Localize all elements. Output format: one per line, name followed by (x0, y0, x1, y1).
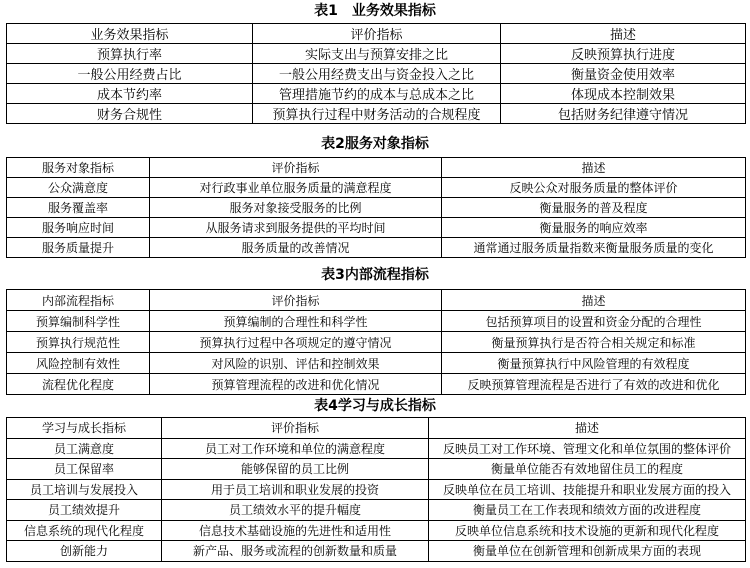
table4 (6, 417, 746, 562)
table-header-row (7, 290, 746, 311)
table3-title: 表3内部流程指标 (321, 267, 429, 283)
table-cell: 反映单位信息系统和技术设施的更新和现代化程度 (429, 520, 746, 541)
table-row (7, 311, 746, 332)
table-cell: 衡量服务的普及程度 (442, 198, 746, 218)
table-cell: 衡量员工在工作表现和绩效方面的改进程度 (429, 500, 746, 521)
column-header: 内部流程指标 (7, 290, 150, 311)
table-cell: 反映预算执行进度 (501, 44, 746, 64)
table-cell: 新产品、服务或流程的创新数量和质量 (162, 541, 429, 562)
table-row (7, 84, 746, 104)
table-cell: 反映员工对工作环境、管理文化和单位氛围的整体评价 (429, 438, 746, 459)
table-cell: 预算编制科学性 (7, 311, 150, 332)
table-cell: 衡量单位能否有效地留住员工的程度 (429, 459, 746, 480)
column-header: 服务对象指标 (7, 158, 150, 178)
table-cell: 包括预算项目的设置和资金分配的合理性 (442, 311, 746, 332)
column-header: 评价指标 (150, 158, 442, 178)
table-cell: 预算执行率 (7, 44, 253, 64)
table-row (7, 541, 746, 562)
table-row (7, 64, 746, 84)
table-cell: 信息系统的现代化程度 (7, 520, 162, 541)
table-cell: 衡量资金使用效率 (501, 64, 746, 84)
table-cell: 实际支出与预算安排之比 (253, 44, 501, 64)
table-cell: 一般公用经费占比 (7, 64, 253, 84)
table-cell: 包括财务纪律遵守情况 (501, 104, 746, 124)
table2 (6, 157, 746, 258)
table-row (7, 459, 746, 480)
table-cell: 服务覆盖率 (7, 198, 150, 218)
table-cell: 员工绩效提升 (7, 500, 162, 521)
table-cell: 财务合规性 (7, 104, 253, 124)
table1 (6, 23, 746, 124)
table1-body (7, 24, 746, 124)
column-header: 描述 (501, 24, 746, 44)
table-cell: 员工培训与发展投入 (7, 479, 162, 500)
table-cell: 对行政事业单位服务质量的满意程度 (150, 178, 442, 198)
table-header-row (7, 24, 746, 44)
table-cell: 衡量预算执行中风险管理的有效程度 (442, 353, 746, 374)
table-row (7, 353, 746, 374)
table-cell: 衡量单位在创新管理和创新成果方面的表现 (429, 541, 746, 562)
table-row (7, 500, 746, 521)
table-row (7, 438, 746, 459)
table-cell: 服务质量提升 (7, 238, 150, 258)
table-cell: 反映单位在员工培训、技能提升和职业发展方面的投入 (429, 479, 746, 500)
table-cell: 对风险的识别、评估和控制效果 (150, 353, 442, 374)
column-header: 描述 (442, 158, 746, 178)
table-cell: 用于员工培训和职业发展的投资 (162, 479, 429, 500)
table-cell: 衡量服务的响应效率 (442, 218, 746, 238)
table-cell: 能够保留的员工比例 (162, 459, 429, 480)
column-header: 评价指标 (150, 290, 442, 311)
table-row (7, 520, 746, 541)
table-cell: 从服务请求到服务提供的平均时间 (150, 218, 442, 238)
table-header-row (7, 418, 746, 439)
table-cell: 一般公用经费支出与资金投入之比 (253, 64, 501, 84)
table-cell: 体现成本控制效果 (501, 84, 746, 104)
table-cell: 预算执行规范性 (7, 332, 150, 353)
table3 (6, 289, 746, 395)
table-cell: 服务质量的改善情况 (150, 238, 442, 258)
table-row (7, 479, 746, 500)
table4-title: 表4学习与成长指标 (314, 398, 436, 414)
table-row (7, 238, 746, 258)
table-cell: 服务响应时间 (7, 218, 150, 238)
table-cell: 预算编制的合理性和科学性 (150, 311, 442, 332)
table-row (7, 218, 746, 238)
table-cell: 服务对象接受服务的比例 (150, 198, 442, 218)
table-cell: 成本节约率 (7, 84, 253, 104)
table-cell: 通常通过服务质量指数来衡量服务质量的变化 (442, 238, 746, 258)
table-cell: 预算执行过程中各项规定的遵守情况 (150, 332, 442, 353)
table-row (7, 332, 746, 353)
table-cell: 预算管理流程的改进和优化情况 (150, 374, 442, 395)
table2-title: 表2服务对象指标 (321, 136, 429, 152)
table2-body (7, 158, 746, 258)
table-cell: 预算执行过程中财务活动的合规程度 (253, 104, 501, 124)
column-header: 评价指标 (253, 24, 501, 44)
table-cell: 流程优化程度 (7, 374, 150, 395)
table-cell: 员工对工作环境和单位的满意程度 (162, 438, 429, 459)
table-cell: 员工保留率 (7, 459, 162, 480)
table-cell: 公众满意度 (7, 178, 150, 198)
table-row (7, 44, 746, 64)
table-row (7, 374, 746, 395)
table-cell: 信息技术基础设施的先进性和适用性 (162, 520, 429, 541)
table-row (7, 104, 746, 124)
table3-body (7, 290, 746, 395)
table-cell: 衡量预算执行是否符合相关规定和标准 (442, 332, 746, 353)
table-cell: 反映预算管理流程是否进行了有效的改进和优化 (442, 374, 746, 395)
table-header-row (7, 158, 746, 178)
table-cell: 创新能力 (7, 541, 162, 562)
column-header: 学习与成长指标 (7, 418, 162, 439)
table-cell: 管理措施节约的成本与总成本之比 (253, 84, 501, 104)
column-header: 描述 (442, 290, 746, 311)
column-header: 业务效果指标 (7, 24, 253, 44)
table-cell: 风险控制有效性 (7, 353, 150, 374)
table-cell: 反映公众对服务质量的整体评价 (442, 178, 746, 198)
table-row (7, 178, 746, 198)
table1-title: 表1 业务效果指标 (314, 3, 436, 19)
table4-body (7, 418, 746, 562)
table-row (7, 198, 746, 218)
column-header: 评价指标 (162, 418, 429, 439)
column-header: 描述 (429, 418, 746, 439)
table-cell: 员工绩效水平的提升幅度 (162, 500, 429, 521)
table-cell: 员工满意度 (7, 438, 162, 459)
